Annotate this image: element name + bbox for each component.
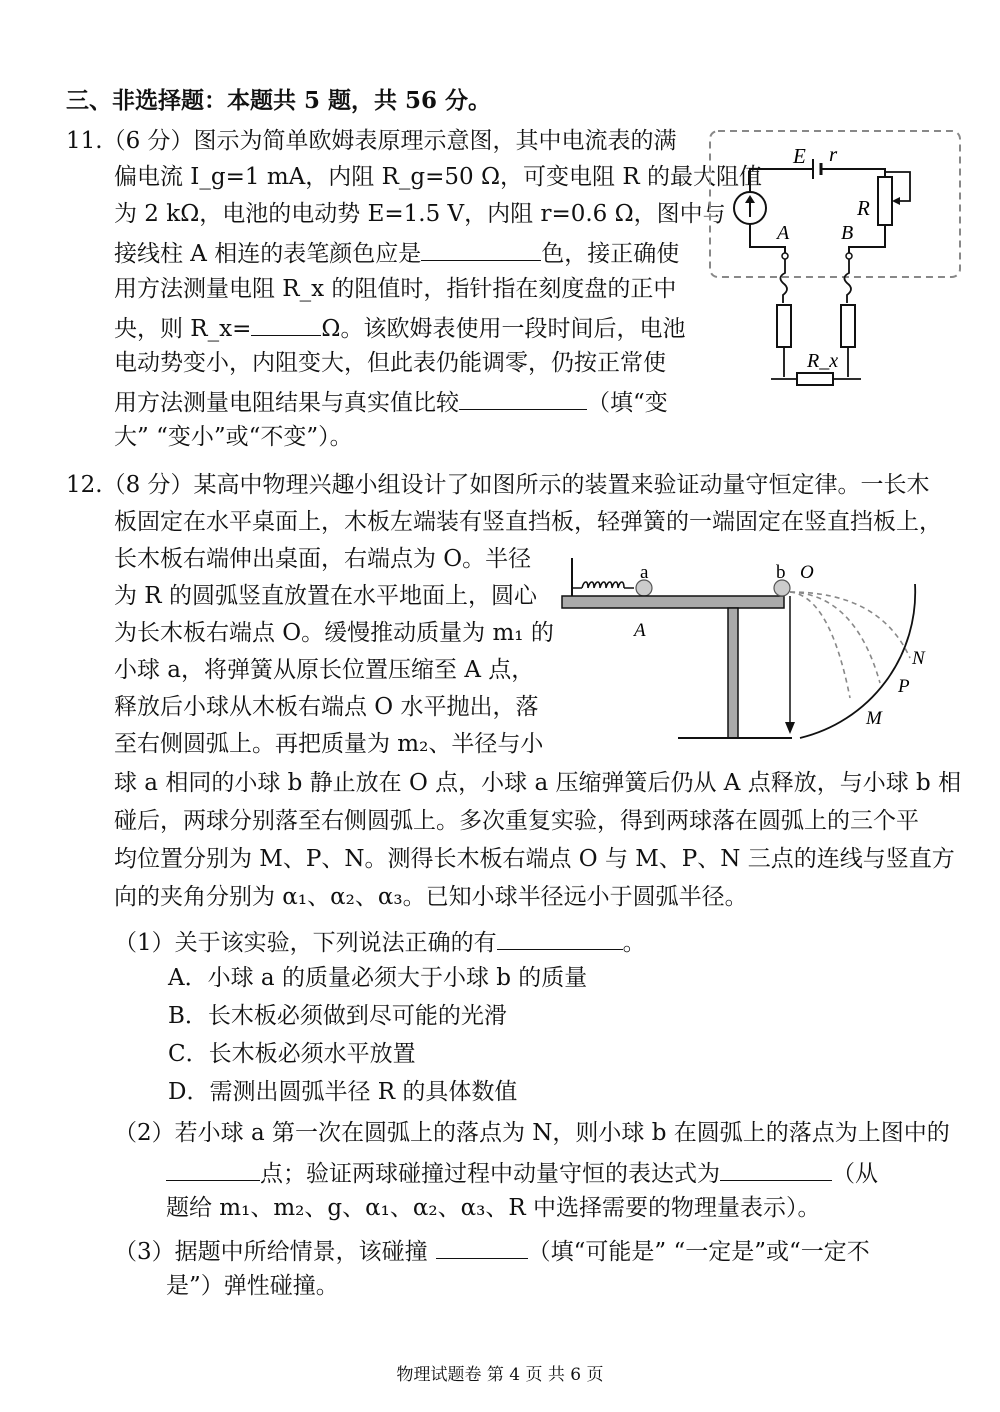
- q11-line-4-text-b: 色，接正确使: [541, 241, 680, 267]
- q12-sub3-text: （3）据题中所给情景，该碰撞: [114, 1239, 428, 1265]
- q12-sub2-line-3: 题给 m₁、m₂、g、α₁、α₂、α₃、R 中选择需要的物理量表示）。: [166, 1195, 821, 1221]
- q12-line-4: 为 R 的圆弧竖直放置在水平地面上，圆心: [114, 583, 537, 609]
- q12-sub2-text-c: （从: [832, 1161, 878, 1187]
- option-C: C．长木板必须水平放置: [168, 1041, 416, 1067]
- label-ball-b: b: [776, 562, 786, 583]
- label-point-N: N: [912, 648, 925, 669]
- label-r: r: [829, 142, 838, 166]
- answer-blank-sub1[interactable]: [497, 925, 623, 950]
- q11-line-8: [114, 385, 668, 418]
- q12-sub2-text-b: 点；验证两球碰撞过程中动量守恒的表达式为: [260, 1161, 720, 1187]
- q12-sub3-line-2: 是”）弹性碰撞。: [166, 1273, 339, 1299]
- q11-line-4: [114, 236, 679, 269]
- answer-blank-expression[interactable]: [720, 1156, 832, 1181]
- q12-sub3-text-b: （填“可能是” “一定是”或“一定不: [527, 1239, 870, 1265]
- answer-blank-compare[interactable]: [459, 385, 587, 410]
- q12-sub3-line-1: [114, 1234, 870, 1267]
- q12-line-12: 向的夹角分别为 α₁、α₂、α₃。已知小球半径远小于圆弧半径。: [114, 884, 748, 910]
- label-terminal-B: B: [841, 222, 854, 244]
- label-point-O: O: [800, 562, 814, 583]
- option-B: B．长木板必须做到尽可能的光滑: [168, 1003, 507, 1029]
- q12-line-3: 长木板右端伸出桌面，右端点为 O。半径: [114, 546, 532, 572]
- q11-line-9: 大” “变小”或“不变”）。: [114, 424, 353, 450]
- q11-line-6-text: 央，则 R_x=: [114, 316, 252, 342]
- q12-sub1-end: 。: [622, 930, 646, 956]
- q11-line-3: 为 2 kΩ，电池的电动势 E=1.5 V，内阻 r=0.6 Ω，图中与: [114, 201, 726, 227]
- q12-line-7: 释放后小球从木板右端点 O 水平抛出，落: [114, 694, 539, 720]
- q11-line-2: 偏电流 I_g=1 mA，内阻 R_g=50 Ω，可变电阻 R 的最大阻值: [114, 164, 762, 190]
- q12-line-8: 至右侧圆弧上。再把质量为 m₂、半径与小: [114, 731, 544, 757]
- q11-line-6-text-b: Ω。该欧姆表使用一段时间后，电池: [321, 316, 686, 342]
- label-point-M: M: [866, 708, 882, 729]
- q12-line-5: 为长木板右端点 O。缓慢推动质量为 m₁ 的: [114, 620, 554, 646]
- label-Rx: R_x: [807, 350, 839, 372]
- q12-sub2-line-1: （2）若小球 a 第一次在圆弧上的落点为 N，则小球 b 在圆弧上的落点为上图中的: [114, 1120, 950, 1146]
- label-point-A: A: [634, 620, 646, 641]
- q12-line-2: 板固定在水平桌面上，木板左端装有竖直挡板，轻弹簧的一端固定在竖直挡板上，: [114, 509, 942, 535]
- q12-line-6: 小球 a，将弹簧从原长位置压缩至 A 点，: [114, 657, 535, 683]
- q11-line-5: 用方法测量电阻 R_x 的阻值时，指针指在刻度盘的正中: [114, 276, 677, 302]
- q11-line-8-text-b: （填“变: [587, 390, 668, 416]
- q11-line-7: 电动势变小，内阻变大，但此表仍能调零，仍按正常使: [114, 350, 666, 376]
- answer-blank-landing-point[interactable]: [166, 1156, 260, 1181]
- momentum-apparatus-diagram: [560, 548, 960, 748]
- q12-line-1: 12.（8 分）某高中物理兴趣小组设计了如图所示的装置来验证动量守恒定律。一长木: [66, 472, 930, 498]
- q12-sub1-text: （1）关于该实验，下列说法正确的有: [114, 930, 497, 956]
- q11-line-4-text: 接线柱 A 相连的表笔颜色应是: [114, 241, 422, 267]
- ohmmeter-circuit-diagram: [705, 125, 965, 395]
- q12-line-11: 均位置分别为 M、P、N。测得长木板右端点 O 与 M、P、N 三点的连线与竖直方: [114, 846, 955, 872]
- answer-blank-pen-color[interactable]: [421, 236, 541, 261]
- option-A: A．小球 a 的质量必须大于小球 b 的质量: [168, 965, 588, 991]
- q11-line-6: [114, 311, 685, 344]
- q11-line-1: 11.（6 分）图示为简单欧姆表原理示意图，其中电流表的满: [66, 128, 677, 154]
- label-ball-a: a: [640, 562, 649, 583]
- option-D: D．需测出圆弧半径 R 的具体数值: [168, 1079, 518, 1105]
- answer-blank-collision-type[interactable]: [436, 1234, 528, 1259]
- q12-sub2-line-2: [166, 1156, 878, 1189]
- label-R: R: [857, 196, 870, 220]
- q12-line-10: 碰后，两球分别落至右侧圆弧上。多次重复实验，得到两球落在圆弧上的三个平: [114, 808, 919, 834]
- label-terminal-A: A: [777, 222, 790, 244]
- q11-line-8-text: 用方法测量电阻结果与真实值比较: [114, 390, 459, 416]
- q12-sub1: [114, 925, 646, 958]
- answer-blank-rx[interactable]: [251, 311, 321, 336]
- page-footer: 物理试题卷 第 4 页 共 6 页: [396, 1365, 604, 1385]
- label-point-P: P: [898, 676, 910, 697]
- section-title: 三、非选择题：本题共 5 题，共 56 分。: [66, 87, 492, 114]
- label-emf: E: [793, 144, 806, 168]
- q12-line-9: 球 a 相同的小球 b 静止放在 O 点，小球 a 压缩弹簧后仍从 A 点释放，与小球 b 相: [114, 770, 962, 796]
